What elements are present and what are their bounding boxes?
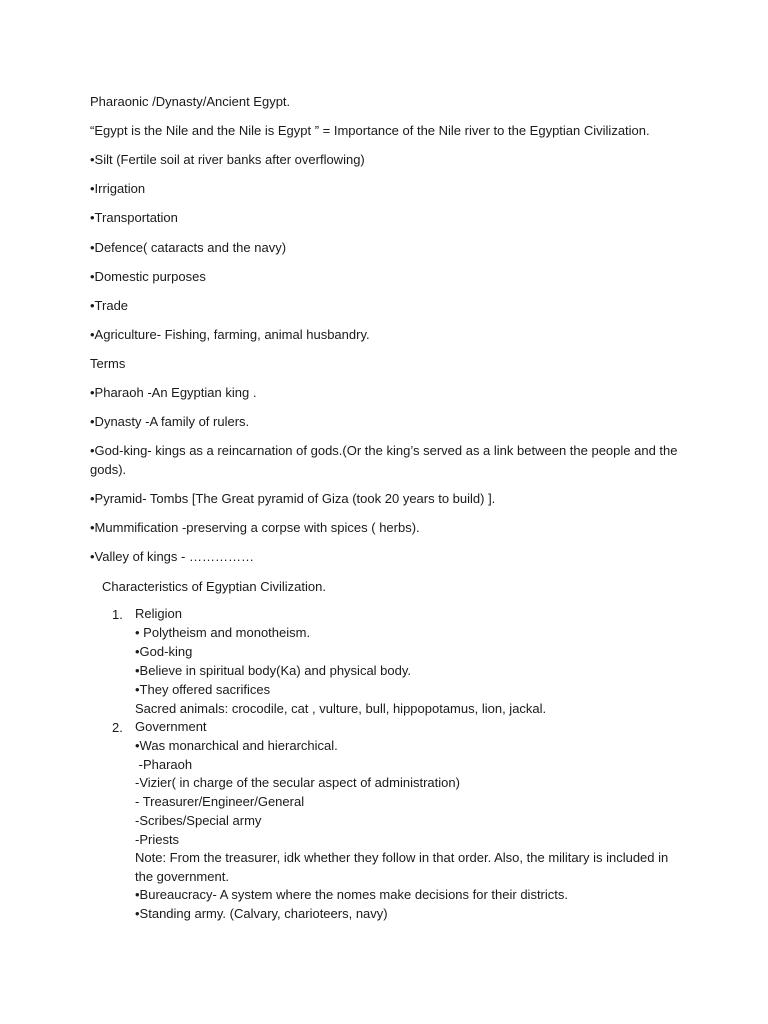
religion-line: •Believe in spiritual body(Ka) and physical body. xyxy=(135,663,412,678)
term-item: •God-king- kings as a reincarnation of gods.(Or the king’s served as a link between the people and the gods). xyxy=(90,443,678,477)
nile-point: •Domestic purposes xyxy=(90,269,206,284)
nile-point: •Silt (Fertile soil at river banks after overflowing) xyxy=(90,152,365,167)
term-item: •Valley of kings - …………… xyxy=(90,549,254,564)
nile-quote: “Egypt is the Nile and the Nile is Egypt ” = Importance of the Nile river to the Egyptian Civilization. xyxy=(90,123,650,138)
term-item: •Pyramid- Tombs [The Great pyramid of Giza (took 20 years to build) ]. xyxy=(90,491,496,506)
nile-point: •Defence( cataracts and the navy) xyxy=(90,240,287,255)
government-note: Note: From the treasurer, idk whether they follow in that order. Also, the military is included in the government. xyxy=(135,850,669,884)
section-title-government: Government xyxy=(135,719,207,734)
section-number: 1. xyxy=(112,607,123,622)
religion-line: •God-king xyxy=(135,644,193,659)
government-line: - Treasurer/Engineer/General xyxy=(135,794,305,809)
religion-line: • Polytheism and monotheism. xyxy=(135,625,311,640)
nile-point: •Irrigation xyxy=(90,181,146,196)
religion-line: •They offered sacrifices xyxy=(135,682,271,697)
characteristics-heading: Characteristics of Egyptian Civilization. xyxy=(102,579,326,594)
section-number: 2. xyxy=(112,720,123,735)
terms-heading: Terms xyxy=(90,356,126,371)
nile-point: •Trade xyxy=(90,298,129,313)
government-line: -Scribes/Special army xyxy=(135,813,262,828)
government-line: •Bureaucracy- A system where the nomes make decisions for their districts. xyxy=(135,887,568,902)
government-line: -Vizier( in charge of the secular aspect of administration) xyxy=(135,775,460,790)
government-line: •Was monarchical and hierarchical. xyxy=(135,738,338,753)
section-title-religion: Religion xyxy=(135,606,182,621)
government-line: •Standing army. (Calvary, charioteers, navy) xyxy=(135,906,388,921)
term-item: •Dynasty -A family of rulers. xyxy=(90,414,250,429)
term-item: •Pharaoh -An Egyptian king . xyxy=(90,385,257,400)
government-line: -Pharaoh xyxy=(135,757,193,772)
term-item: •Mummification -preserving a corpse with spices ( herbs). xyxy=(90,520,420,535)
nile-point: •Agriculture- Fishing, farming, animal husbandry. xyxy=(90,327,370,342)
nile-point: •Transportation xyxy=(90,210,178,225)
government-line: -Priests xyxy=(135,832,180,847)
document-title: Pharaonic /Dynasty/Ancient Egypt. xyxy=(90,94,291,109)
religion-line: Sacred animals: crocodile, cat , vulture, bull, hippopotamus, lion, jackal. xyxy=(135,701,547,716)
